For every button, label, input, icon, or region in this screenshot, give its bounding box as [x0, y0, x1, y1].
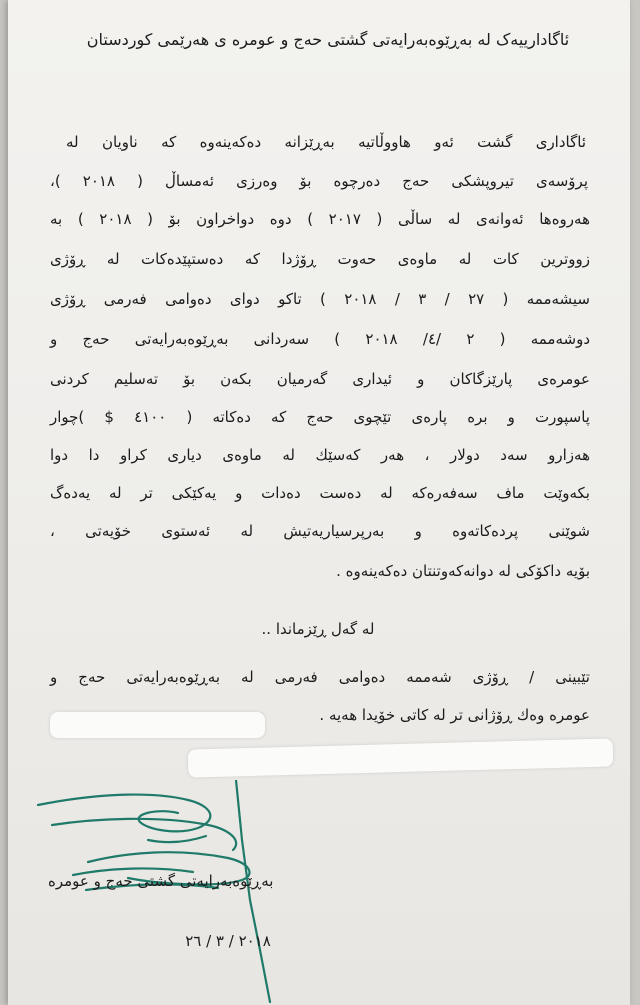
body-line: زووترین کات لە ماوەی حەوت ڕۆژدا کە دەستپێدەکات لە ڕۆژی	[50, 250, 590, 268]
signature-mark	[28, 780, 348, 1005]
body-line: دوشەممە ( ٢ /٤/ ٢٠١٨ ) سەردانی بەڕێوەبەرایەتی حەج و	[50, 330, 591, 348]
body-line: پرۆسەی تیروپشکی حەج دەرچوە بۆ وەرزی ئەمساڵ ( ٢٠١٨ )،	[50, 172, 588, 190]
body-line: سیشەممە ( ٢٧ / ٣ / ٢٠١٨ ) تاکو دوای دەوامی فەرمی ڕۆژی	[50, 290, 590, 308]
document-date: ٢٠١٨ / ٣ / ٢٦	[185, 932, 271, 950]
body-line: شوێنی پردەکاتەوە و بەرپرسیاریەتیش لە ئەستوی خۆیەتی ،	[50, 522, 590, 540]
signer-office: بەڕێوەبەرایەتی گشتی حەج و عومرە	[48, 872, 274, 890]
body-line: هەروەها ئەوانەی لە ساڵی ( ٢٠١٧ ) دوە دواخراون بۆ ( ٢٠١٨ ) بە	[50, 210, 590, 228]
body-line: عومرەی پارێزگاکان و ئیداری گەرمیان بکەن بۆ تەسلیم کردنی	[50, 370, 590, 388]
body-line: پاسپورت و برە پارەی تێچوی حەج کە دەکاتە ( ٤١٠٠ $ )چوار	[50, 408, 590, 426]
body-line: ئاگاداری گشت ئەو هاووڵاتیە بەڕێزانە دەکەینەوە کە ناویان لە	[66, 133, 586, 151]
correction-fluid-mark	[188, 738, 614, 777]
note-line: عومرە وەك ڕۆژانی تر لە کاتی خۆیدا هەیە .	[319, 706, 590, 724]
document-page	[8, 0, 630, 1005]
body-line: بکەوێت ماف سەفەرەکە لە دەست دەدات و یەکێکی تر لە یەدەگ	[50, 484, 590, 502]
closing-greeting: لە گەل ڕێزماندا ..	[261, 620, 375, 638]
correction-fluid-mark	[50, 712, 265, 738]
body-line: هەزارو سەد دولار ، هەر کەسێك لە ماوەی دیاری کراو دا دوا	[50, 446, 590, 464]
document-title: ئاگادارییەک لە بەڕێوەبەرایەتی گشتی حەج و عومرە ی هەرێمی کوردستان	[86, 30, 570, 49]
body-line: بۆیە داکۆکی لە دوانەکەوتنتان دەکەینەوە .	[336, 562, 590, 580]
note-line: تێبینی / ڕۆژی شەممە دەوامی فەرمی لە بەڕێوەبەرایەتی حەج و	[50, 668, 590, 686]
